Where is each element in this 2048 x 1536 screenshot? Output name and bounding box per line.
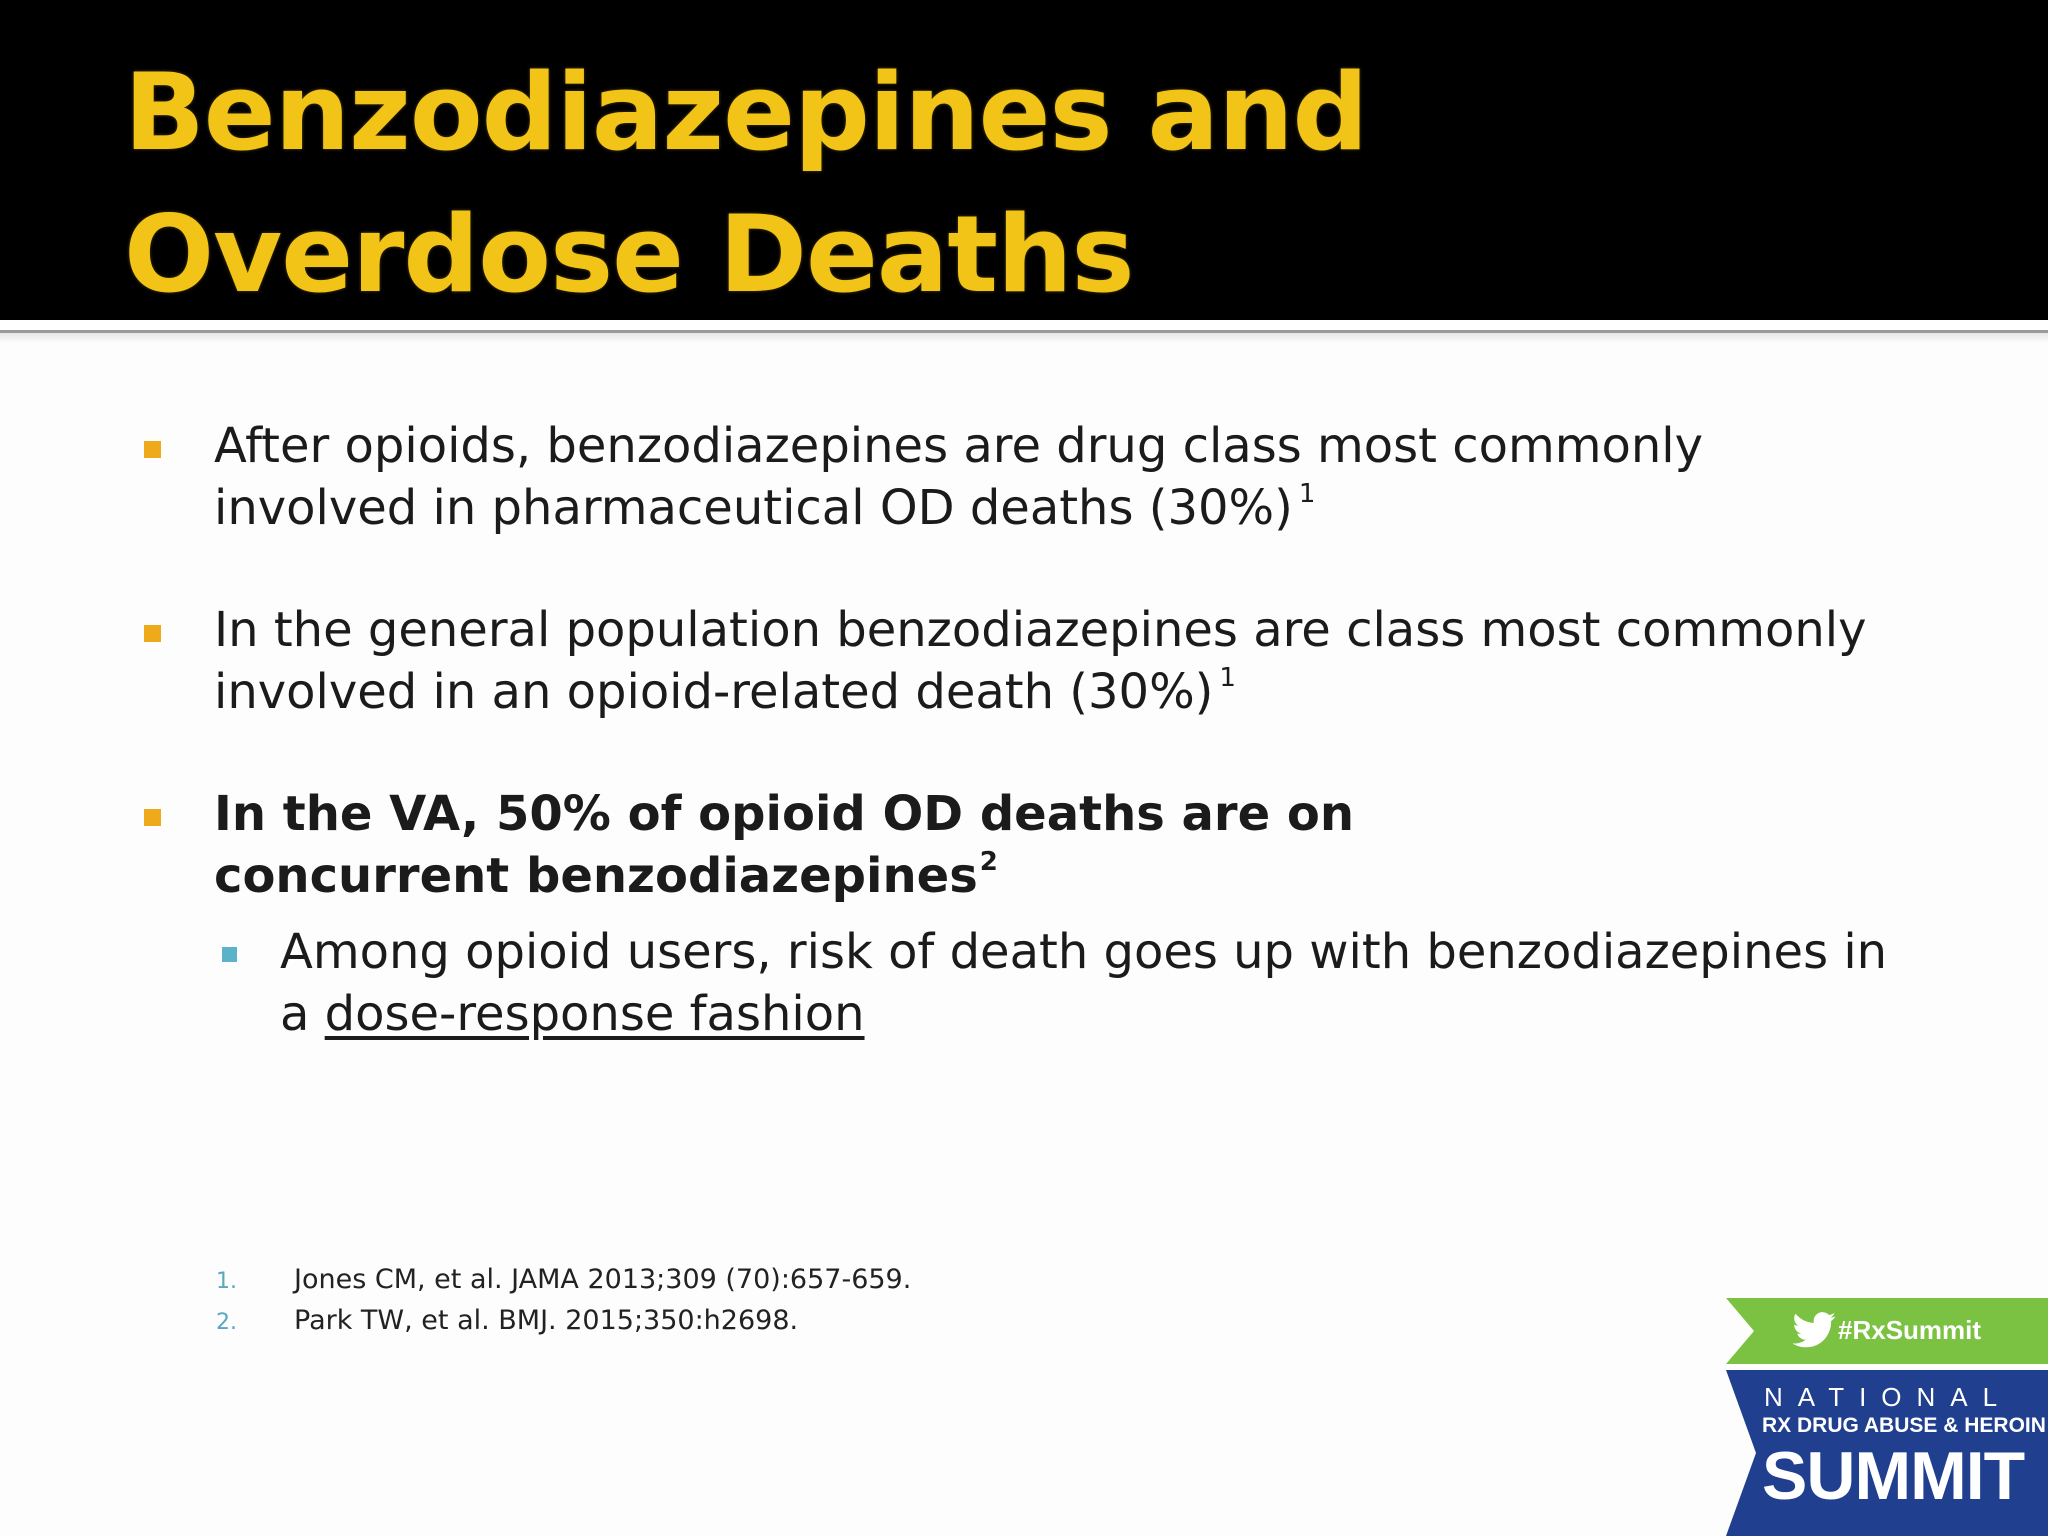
title-divider [0, 320, 2048, 330]
reference-1 [216, 1262, 1394, 1298]
reference-number: 2. [216, 1310, 237, 1335]
title-divider-shadow [0, 333, 2048, 343]
summit-logo [1726, 1298, 2048, 1536]
reference-number: 1. [216, 1269, 237, 1294]
title-bar [0, 0, 2048, 320]
sub-bullet-emphasis: dose-response fashion [324, 986, 865, 1042]
bullet-item-3 [214, 783, 1614, 907]
bullet-text: After opioids, benzodiazepines are drug class most commonly involved in pharmaceutical OD deaths (30%) [214, 418, 1704, 536]
twitter-bird-icon [1792, 1312, 1836, 1348]
bullet-text: In the VA, 50% of opioid OD deaths are on concurrent benzodiazepines [214, 786, 1354, 904]
logo-national: NATIONAL [1764, 1382, 2013, 1412]
bullet-marker [144, 809, 161, 826]
footnote-ref: 1 [1219, 663, 1236, 693]
reference-text: Jones CM, et al. JAMA 2013;309 (70):657-659. [294, 1264, 912, 1295]
bullet-marker [144, 625, 161, 642]
sub-bullet-marker [222, 947, 237, 962]
hashtag-text: #RxSummit [1838, 1315, 1982, 1345]
logo-subtitle: RX DRUG ABUSE & HEROIN [1762, 1414, 2046, 1437]
reference-text: Park TW, et al. BMJ. 2015;350:h2698. [294, 1305, 799, 1336]
sub-bullet-text: Among opioid users, risk of death goes up with benzodiazepines in a [280, 924, 1888, 1042]
footnote-ref: 2 [979, 847, 998, 877]
reference-2 [216, 1303, 1394, 1339]
bullet-item-1 [214, 415, 1914, 539]
bullet-item-2 [214, 599, 1914, 723]
slide-title: Benzodiazepines and Overdose Deaths [124, 51, 1368, 316]
bullet-marker [144, 441, 161, 458]
footnote-ref: 1 [1298, 479, 1316, 509]
logo-summit: SUMMIT [1762, 1438, 2025, 1514]
bullet-text: In the general population benzodiazepines are class most commonly involved in an opioid-related death (30%) [214, 602, 1867, 720]
sub-bullet-item [280, 921, 1930, 1045]
